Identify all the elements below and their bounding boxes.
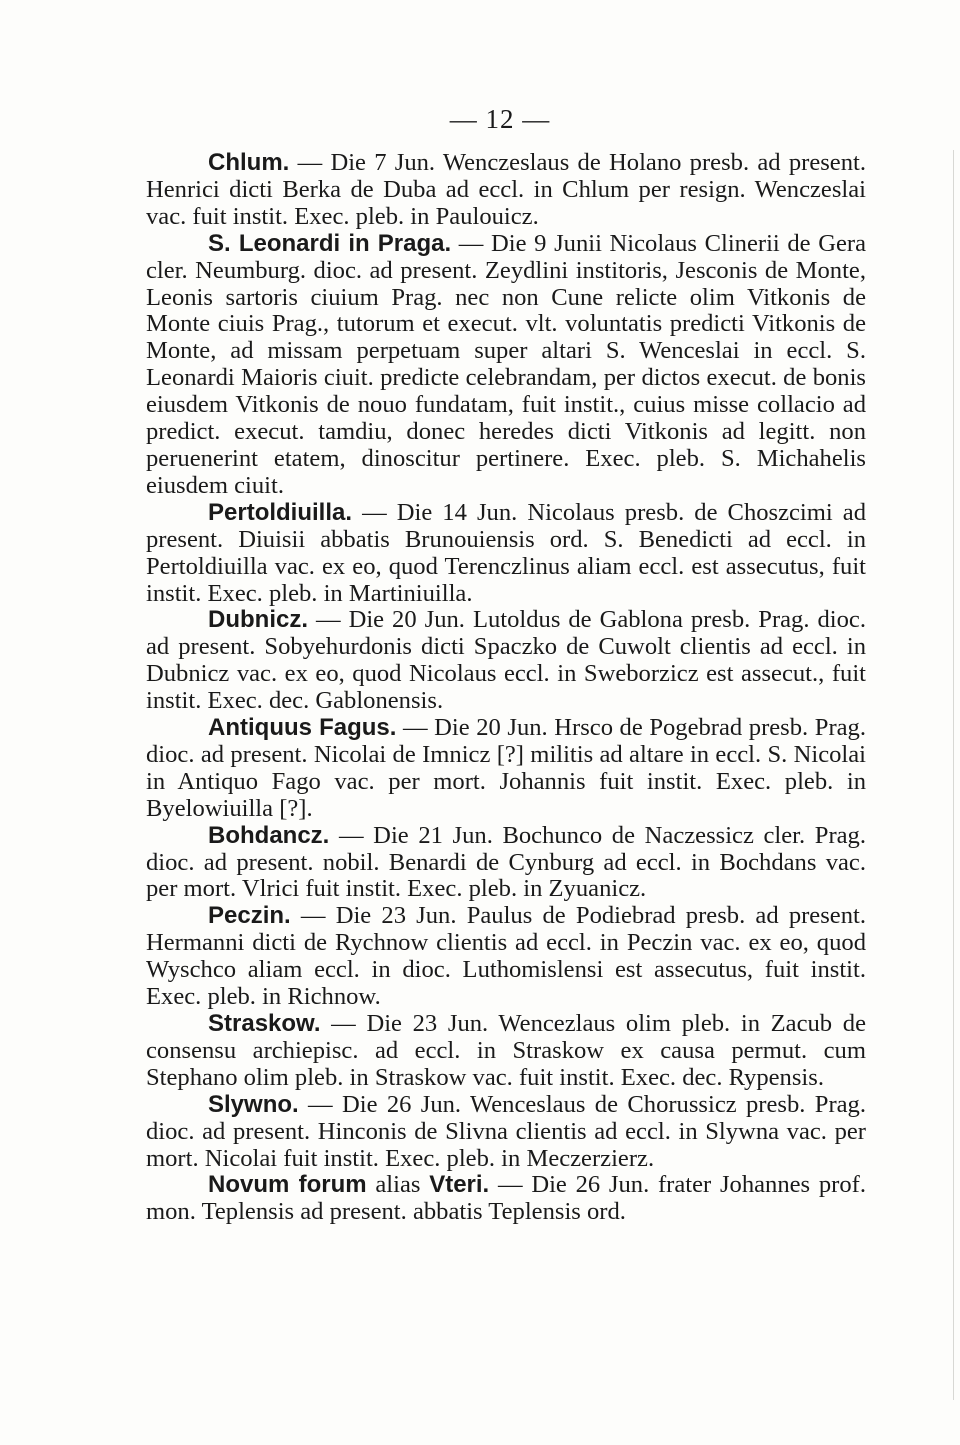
entry-text: — Die 26 Jun. Wenceslaus de Chorussicz presb. Prag. dioc. ad present. Hinconis de Slivna clientis ad eccl. in Slywna vac. per mort. Nicolai fuit instit. Exec. pleb. in Meczerzierz. (146, 1090, 866, 1172)
entry-novum-forum (146, 1172, 866, 1226)
entry-text: — Die 23 Jun. Wencezlaus olim pleb. in Zacub de consensu archiepisc. ad eccl. in Straskow ex causa permut. cum Stephano olim pleb. in Straskow vac. fuit instit. Exec. dec. Rypensis. (146, 1010, 866, 1091)
place-heading: Bohdancz. (208, 821, 330, 849)
entry-text: — Die 26 Jun. frater Johannes prof. mon. Teplensis ad present. abbatis Teplensis ord. (146, 1171, 866, 1226)
place-heading: Dubnicz. (208, 606, 308, 634)
scan-edge-line (953, 150, 954, 1400)
entry-slywno (146, 1092, 866, 1173)
entry-pertoldiuilla (146, 500, 866, 608)
entry-text: — Die 23 Jun. Paulus de Podiebrad presb. ad present. Hermanni dicti de Rychnow clientis ad eccl. in Peczin vac. ex eo, quod Wyschco aliam eccl. in dioc. Luthomislensi est assecutus, fuit instit. Exec. pleb. in Richnow. (146, 902, 866, 1011)
place-heading: Antiquus Fagus. (208, 714, 397, 742)
entry-text: — Die 7 Jun. Wenczeslaus de Holano presb. ad present. Henrici dicti Berka de Duba ad eccl. in Chlum per resign. Wenczeslai vac. fuit instit. Exec. pleb. in Paulouicz. (146, 149, 866, 230)
entry-text: — Die 14 Jun. Nicolaus presb. de Choszcimi ad present. Diuisii abbatis Brunouiensis ord. S. Benedicti ad eccl. in Pertoldiuilla vac. ex eo, quod Terenczlinus aliam eccl. est assecutus, fuit instit. Exec. pleb. in Martiniuilla. (146, 498, 866, 607)
entry-text: — Die 20 Jun. Hrsco de Pogebrad presb. Prag. dioc. ad present. Nicolai de Imnicz [?] militis ad altare in eccl. S. Nicolai in Antiquo Fago vac. per mort. Johannis fuit instit. Exec. pleb. in Byelowiuilla [?]. (146, 714, 866, 822)
place-heading: Peczin. (208, 902, 291, 930)
place-heading: S. Leonardi in Praga. (208, 229, 452, 257)
entry-text: — Die 20 Jun. Lutoldus de Gablona presb. Prag. dioc. ad present. Sobyehurdonis dicti Spaczko de Cuwolt clientis ad eccl. in Dubnicz vac. ex eo, quod Nicolaus eccl. in Sweborzicz est assecut., fuit instit. Exec. dec. Gablonensis. (146, 606, 866, 715)
entry-antiquus-fagus (146, 715, 866, 823)
entry-text: — Die 9 Junii Nicolaus Clinerii de Gera cler. Neumburg. dioc. ad present. Zeydlini institoris, Jesconis de Monte, Leonis sartoris ciuium Prag. nec non Cune relicte olim Vitkonis de Monte ciuis Prag., tutorum et execut. vlt. voluntatis predicti Vitkonis de Monte, ad missam perpetuam super altari S. Wenceslai in eccl. S. Leonardi Maioris ciuit. predicte celebrandam, per dictos execut. de bonis eiusdem Vitkonis de nouo fundatam, fuit instit., cuius misse collacio ad predict. execut. tamdiu, donec heredes dicti Vitkonis ad legitt. non peruenerint etatem, dinoscitur pertinere. Exec. pleb. S. Michahelis eiusdem ciuit. (146, 229, 866, 499)
entry-chlum (146, 150, 866, 231)
place-heading: Novum forum (208, 1171, 367, 1199)
place-heading: Pertoldiuilla. (208, 498, 353, 526)
place-heading-alt: Vteri. (429, 1171, 490, 1199)
alias-word: alias (366, 1171, 430, 1199)
entry-straskow (146, 1011, 866, 1092)
place-heading: Chlum. (208, 149, 290, 176)
entry-peczin (146, 903, 866, 1011)
entry-dubnicz (146, 607, 866, 715)
place-heading: Straskow. (208, 1010, 321, 1037)
place-heading: Slywno. (208, 1090, 299, 1118)
document-body (146, 150, 866, 1226)
entry-bohdancz (146, 823, 866, 904)
entry-s-leonardi (146, 231, 866, 500)
page-number: — 12 — (449, 104, 551, 134)
entry-text: — Die 21 Jun. Bochunco de Naczessicz cler. Prag. dioc. ad present. nobil. Benardi de Cynburg ad eccl. in Bochdans vac. per mort. Vlrici fuit instit. Exec. pleb. in Zyuanicz. (146, 821, 866, 903)
